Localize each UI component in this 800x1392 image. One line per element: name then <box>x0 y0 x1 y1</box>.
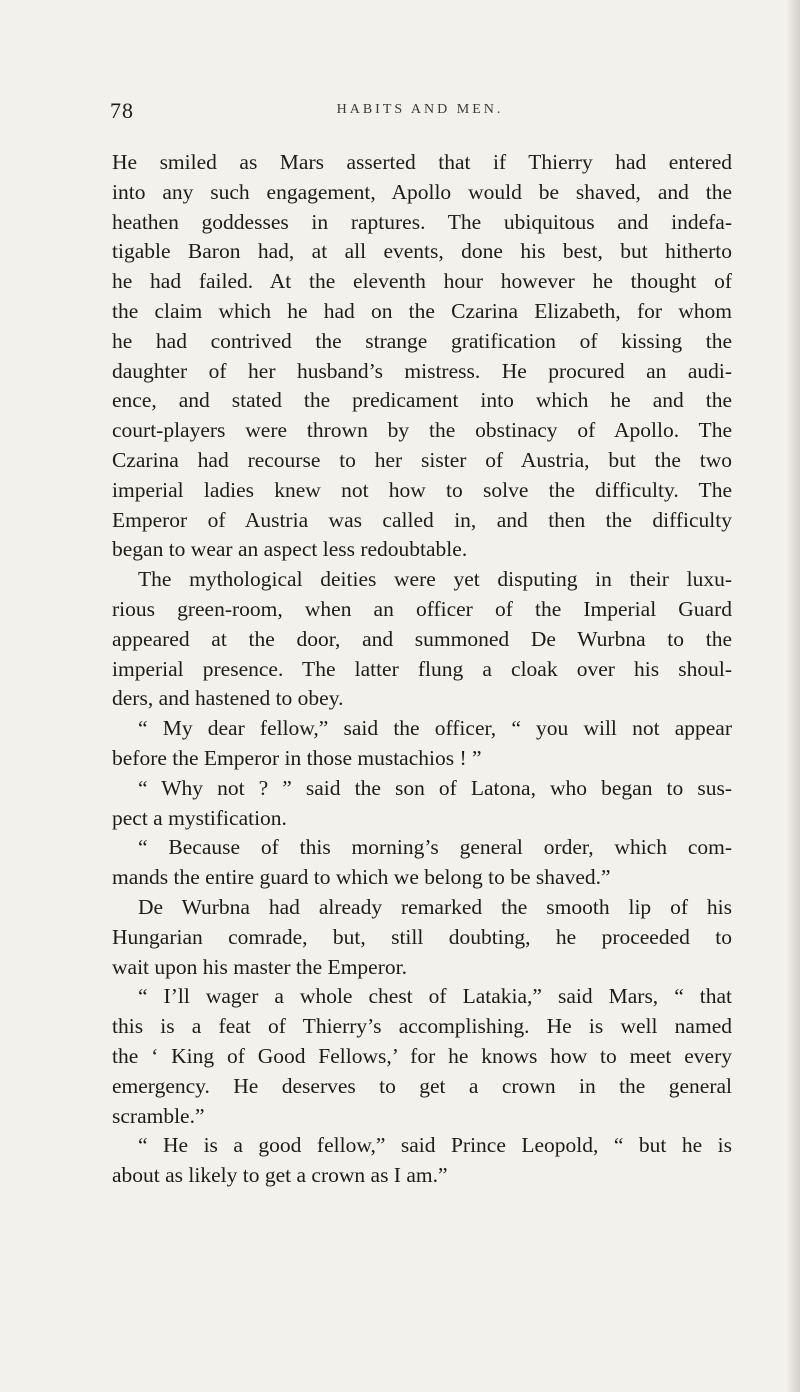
text-line: daughter of her husband’s mistress. He procured an audi- <box>112 358 732 383</box>
text-line: De Wurbna had already remarked the smooth lip of his <box>138 894 732 919</box>
text-line: The mythological deities were yet disputing in their luxu- <box>138 567 732 592</box>
body-text <box>112 148 732 1191</box>
text-line: the ‘ King of Good Fellows,’ for he knows how to meet every <box>112 1043 732 1068</box>
text-line: Hungarian comrade, but, still doubting, he proceeded to <box>112 924 732 949</box>
text-line: the claim which he had on the Czarina Elizabeth, for whom <box>112 298 732 323</box>
text-line: “ I’ll wager a whole chest of Latakia,” said Mars, “ that <box>138 984 732 1009</box>
text-line: “ He is a good fellow,” said Prince Leopold, “ but he is <box>138 1133 732 1158</box>
text-line: “ Why not ? ” said the son of Latona, who began to sus- <box>138 775 732 800</box>
page-edge-shadow <box>786 0 800 1392</box>
text-line: “ Because of this morning’s general order, which com- <box>138 835 732 860</box>
text-line: court-players were thrown by the obstinacy of Apollo. The <box>112 418 732 443</box>
text-line: appeared at the door, and summoned De Wurbna to the <box>112 626 732 651</box>
running-head: HABITS AND MEN. <box>336 102 504 117</box>
text-line: he had contrived the strange gratification of kissing the <box>112 328 732 353</box>
text-line: “ My dear fellow,” said the officer, “ you will not appear <box>138 716 732 741</box>
text-line: He smiled as Mars asserted that if Thierry had entered <box>112 150 732 174</box>
text-line: imperial presence. The latter flung a cloak over his shoul- <box>112 656 732 681</box>
text-line: scramble.” <box>112 1103 205 1128</box>
text-line: this is a feat of Thierry’s accomplishing. He is well named <box>112 1014 732 1039</box>
text-line: ders, and hastened to obey. <box>112 686 344 711</box>
text-line: imperial ladies knew not how to solve the difficulty. The <box>112 477 732 502</box>
text-line: before the Emperor in those mustachios ! ” <box>112 745 482 770</box>
text-line: he had failed. At the eleventh hour however he thought of <box>112 269 732 294</box>
page-number: 78 <box>110 98 134 123</box>
text-line: Emperor of Austria was called in, and then the difficulty <box>112 507 732 532</box>
text-line: into any such engagement, Apollo would be shaved, and the <box>112 179 732 204</box>
text-line: rious green-room, when an officer of the Imperial Guard <box>112 596 732 621</box>
text-line: pect a mystification. <box>112 805 287 830</box>
text-line: heathen goddesses in raptures. The ubiquitous and indefa- <box>112 209 732 234</box>
text-line: ence, and stated the predicament into which he and the <box>112 388 732 413</box>
text-line: mands the entire guard to which we belong to be shaved.” <box>112 865 611 890</box>
page-header <box>110 98 730 128</box>
text-line: emergency. He deserves to get a crown in the general <box>112 1073 732 1098</box>
text-line: tigable Baron had, at all events, done his best, but hitherto <box>112 239 732 264</box>
text-line: about as likely to get a crown as I am.” <box>112 1163 448 1188</box>
text-line: began to wear an aspect less redoubtable. <box>112 537 468 562</box>
text-line: Czarina had recourse to her sister of Austria, but the two <box>112 447 732 472</box>
text-line: wait upon his master the Emperor. <box>112 954 407 979</box>
